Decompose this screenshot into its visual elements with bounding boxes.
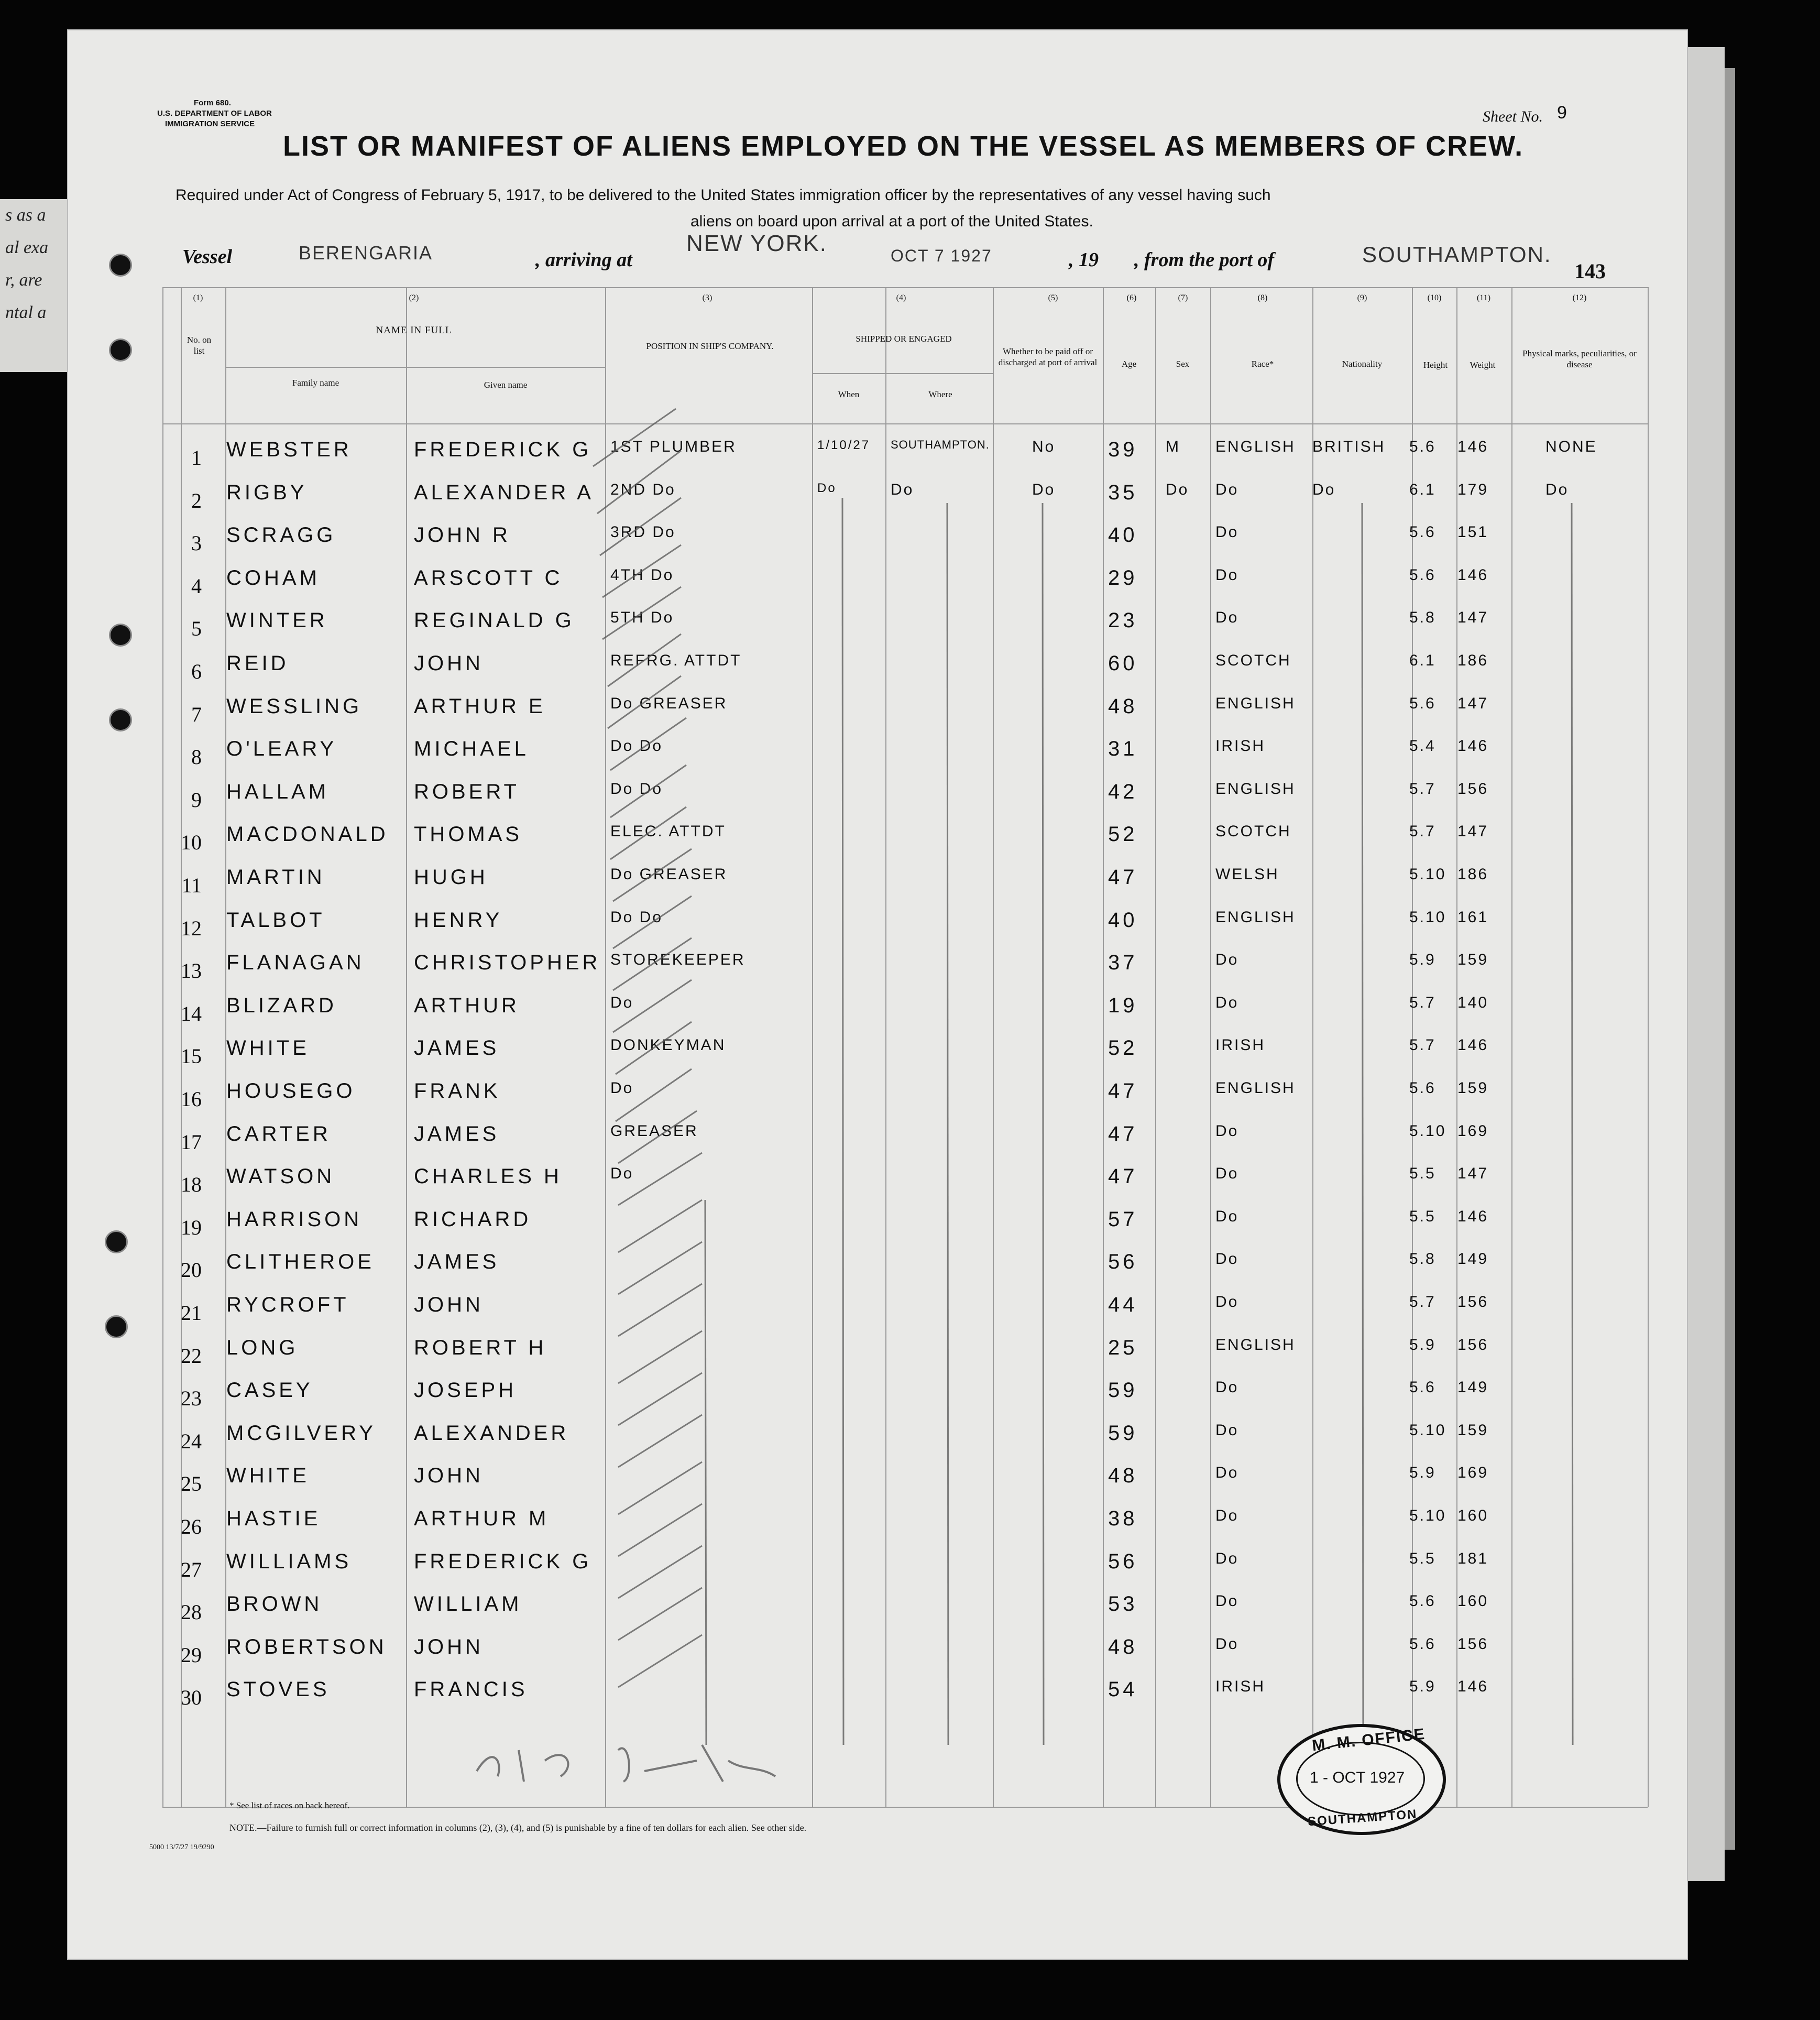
arriving-label: , arriving at — [535, 249, 632, 271]
race: Do — [1215, 1507, 1239, 1524]
age: 47 — [1108, 1122, 1138, 1145]
age: 29 — [1108, 566, 1138, 589]
row-number: 11 — [181, 873, 202, 897]
age: 56 — [1108, 1550, 1138, 1573]
race: Do — [1215, 1464, 1239, 1481]
family-name: TALBOT — [226, 909, 325, 932]
weight: 146 — [1457, 737, 1489, 755]
height: 5.8 — [1409, 609, 1436, 626]
row-number: 29 — [181, 1643, 202, 1667]
given-name: ROBERT — [414, 780, 520, 803]
age: 54 — [1108, 1678, 1138, 1701]
given-name: ARTHUR E — [414, 695, 546, 718]
family-name: BROWN — [226, 1592, 323, 1615]
paid-off: No — [1032, 438, 1056, 455]
height: 5.6 — [1409, 1079, 1436, 1097]
column-number: (8) — [1257, 293, 1268, 302]
given-name: JOHN — [414, 1293, 484, 1316]
row-number: 27 — [181, 1558, 202, 1581]
height: 5.6 — [1409, 566, 1436, 584]
position: REFRG. ATTDT — [610, 652, 742, 669]
given-name: ALEXANDER — [414, 1422, 569, 1445]
weight: 147 — [1457, 695, 1489, 712]
position: 1ST PLUMBER — [610, 438, 737, 455]
given-name: FREDERICK G — [414, 1550, 592, 1573]
header-name-in-full: NAME IN FULL — [376, 325, 452, 336]
age: 57 — [1108, 1208, 1138, 1231]
row-number: 8 — [191, 745, 202, 769]
position: GREASER — [610, 1122, 698, 1140]
weight: 156 — [1457, 1336, 1489, 1353]
header-physical-marks: Physical marks, peculiarities, or disease — [1522, 348, 1637, 369]
age: 47 — [1108, 1165, 1138, 1188]
row-number: 21 — [181, 1301, 202, 1325]
sheet-label: Sheet No. — [1483, 108, 1543, 125]
height: 5.6 — [1409, 1635, 1436, 1653]
row-number: 18 — [181, 1173, 202, 1196]
weight: 146 — [1457, 438, 1489, 455]
position: Do — [610, 1079, 634, 1097]
position: Do GREASER — [610, 695, 728, 712]
given-name: FRANCIS — [414, 1678, 528, 1701]
race: ENGLISH — [1215, 1079, 1296, 1097]
vessel-name: BERENGARIA — [299, 242, 433, 264]
given-name: JAMES — [414, 1250, 500, 1273]
row-number: 22 — [181, 1344, 202, 1368]
weight: 159 — [1457, 951, 1489, 968]
family-name: WATSON — [226, 1165, 335, 1188]
race: Do — [1215, 566, 1239, 584]
age: 47 — [1108, 866, 1138, 889]
header-age: Age — [1121, 359, 1137, 369]
race: Do — [1215, 1550, 1239, 1567]
age: 44 — [1108, 1293, 1138, 1316]
row-number: 24 — [181, 1429, 202, 1453]
age: 59 — [1108, 1379, 1138, 1402]
row-number: 25 — [181, 1472, 202, 1495]
nationality: BRITISH — [1312, 438, 1386, 455]
family-name: CASEY — [226, 1379, 313, 1402]
height: 5.6 — [1409, 523, 1436, 541]
page-title: LIST OR MANIFEST OF ALIENS EMPLOYED ON THE VESSEL AS MEMBERS OF CREW. — [283, 130, 1524, 162]
age: 39 — [1108, 438, 1138, 461]
header-given-name: Given name — [484, 380, 528, 390]
given-name: ARTHUR — [414, 994, 520, 1017]
age: 52 — [1108, 823, 1138, 846]
row-number: 1 — [191, 446, 202, 469]
race: Do — [1215, 523, 1239, 541]
row-number: 26 — [181, 1515, 202, 1538]
weight: 181 — [1457, 1550, 1489, 1567]
height: 5.10 — [1409, 866, 1446, 883]
weight: 146 — [1457, 1036, 1489, 1054]
races-footnote: * See list of races on back hereof. — [229, 1800, 350, 1810]
weight: 160 — [1457, 1507, 1489, 1524]
weight: 159 — [1457, 1079, 1489, 1097]
race: Do — [1215, 1122, 1239, 1140]
weight: 156 — [1457, 1293, 1489, 1311]
height: 5.7 — [1409, 1036, 1436, 1054]
race: Do — [1215, 951, 1239, 968]
stamp-top-text: M. M. OFFICE — [1311, 1725, 1427, 1755]
header-race: Race* — [1251, 359, 1274, 369]
race: Do — [1215, 1208, 1239, 1225]
age: 37 — [1108, 951, 1138, 974]
header-sex: Sex — [1176, 359, 1190, 369]
column-number: (6) — [1126, 293, 1137, 302]
department: U.S. DEPARTMENT OF LABOR — [157, 109, 272, 118]
race: Do — [1215, 1422, 1239, 1439]
age: 40 — [1108, 909, 1138, 932]
race: Do — [1215, 1293, 1239, 1311]
race: ENGLISH — [1215, 438, 1296, 455]
family-name: STOVES — [226, 1678, 330, 1701]
given-name: HENRY — [414, 909, 503, 932]
age: 52 — [1108, 1036, 1138, 1060]
age: 35 — [1108, 481, 1138, 504]
given-name: JOHN — [414, 1464, 484, 1487]
position: STOREKEEPER — [610, 951, 745, 968]
family-name: HALLAM — [226, 780, 330, 803]
position: Do Do — [610, 909, 663, 926]
height: 5.7 — [1409, 1293, 1436, 1311]
print-code: 5000 13/7/27 19/9290 — [149, 1843, 214, 1851]
family-name: COHAM — [226, 566, 320, 589]
column-number: (7) — [1178, 293, 1188, 302]
requirement-line-2: aliens on board upon arrival at a port of the United States. — [690, 213, 1093, 230]
age: 48 — [1108, 1464, 1138, 1487]
weight: 161 — [1457, 909, 1489, 926]
age: 42 — [1108, 780, 1138, 803]
header-shipped: SHIPPED OR ENGAGED — [856, 334, 952, 344]
height: 6.1 — [1409, 481, 1436, 498]
row-number: 3 — [191, 531, 202, 555]
row-number: 28 — [181, 1600, 202, 1624]
race: ENGLISH — [1215, 1336, 1296, 1353]
age: 19 — [1108, 994, 1138, 1017]
service: IMMIGRATION SERVICE — [165, 119, 255, 128]
row-number: 2 — [191, 489, 202, 512]
age: 25 — [1108, 1336, 1138, 1359]
given-name: REGINALD G — [414, 609, 575, 632]
family-name: MACDONALD — [226, 823, 389, 846]
weight: 146 — [1457, 566, 1489, 584]
race: Do — [1215, 1592, 1239, 1610]
family-name: WEBSTER — [226, 438, 352, 461]
height: 5.9 — [1409, 1678, 1436, 1695]
height: 5.9 — [1409, 951, 1436, 968]
race: IRISH — [1215, 1036, 1266, 1054]
position: 4TH Do — [610, 566, 674, 584]
height: 5.5 — [1409, 1550, 1436, 1567]
age: 59 — [1108, 1422, 1138, 1445]
age: 31 — [1108, 737, 1138, 760]
given-name: JOHN — [414, 652, 484, 675]
row-number: 17 — [181, 1130, 202, 1154]
family-name: WESSLING — [226, 695, 363, 718]
weight: 151 — [1457, 523, 1489, 541]
given-name: CHRISTOPHER — [414, 951, 601, 974]
header-when: When — [838, 389, 860, 399]
position: 5TH Do — [610, 609, 674, 626]
weight: 179 — [1457, 481, 1489, 498]
family-name: WINTER — [226, 609, 328, 632]
race: ENGLISH — [1215, 909, 1296, 926]
given-name: RICHARD — [414, 1208, 532, 1231]
given-name: JAMES — [414, 1036, 500, 1060]
age: 53 — [1108, 1592, 1138, 1615]
column-number: (1) — [193, 293, 203, 302]
height: 5.10 — [1409, 909, 1446, 926]
sheet-number: 9 — [1557, 103, 1570, 123]
scrap-line: ntal a — [5, 303, 47, 322]
age: 48 — [1108, 695, 1138, 718]
given-name: JOSEPH — [414, 1379, 517, 1402]
family-name: HARRISON — [226, 1208, 363, 1231]
office-stamp — [1277, 1724, 1446, 1835]
weight: 140 — [1457, 994, 1489, 1011]
weight: 146 — [1457, 1208, 1489, 1225]
family-name: O'LEARY — [226, 737, 337, 760]
height: 5.9 — [1409, 1336, 1436, 1353]
column-number: (10) — [1427, 293, 1442, 302]
position: 3RD Do — [610, 523, 676, 541]
scrap-line: r, are — [5, 270, 42, 290]
age: 56 — [1108, 1250, 1138, 1273]
family-name: FLANAGAN — [226, 951, 365, 974]
given-name: CHARLES H — [414, 1165, 562, 1188]
page-mark: 143 — [1574, 259, 1606, 283]
age: 60 — [1108, 652, 1138, 675]
family-name: MARTIN — [226, 866, 325, 889]
family-name: WHITE — [226, 1036, 310, 1060]
sex: Do — [1166, 481, 1189, 498]
given-name: ROBERT H — [414, 1336, 547, 1359]
column-number: (4) — [896, 293, 906, 302]
header-where: Where — [928, 389, 952, 399]
shipped-when: 1/10/27 — [817, 438, 871, 452]
position: ELEC. ATTDT — [610, 823, 726, 840]
position: Do Do — [610, 737, 663, 755]
header-height: Height — [1423, 360, 1448, 370]
family-name: LONG — [226, 1336, 299, 1359]
weight: 160 — [1457, 1592, 1489, 1610]
row-number: 20 — [181, 1258, 202, 1282]
given-name: ARTHUR M — [414, 1507, 550, 1530]
physical-marks: NONE — [1545, 438, 1597, 455]
arrival-date-stamp: OCT 7 1927 — [891, 246, 992, 265]
given-name: MICHAEL — [414, 737, 529, 760]
scrap-line: s as a — [5, 205, 46, 225]
family-name: MCGILVERY — [226, 1422, 376, 1445]
height: 5.5 — [1409, 1208, 1436, 1225]
weight: 149 — [1457, 1379, 1489, 1396]
family-name: SCRAGG — [226, 523, 336, 547]
from-port: SOUTHAMPTON. — [1362, 242, 1552, 267]
header-no-on-list: No. on list — [187, 335, 212, 356]
race: IRISH — [1215, 737, 1266, 755]
race: Do — [1215, 1250, 1239, 1268]
position: Do — [610, 994, 634, 1011]
race: Do — [1215, 1379, 1239, 1396]
header-weight: Weight — [1470, 360, 1496, 370]
column-number: (3) — [702, 293, 712, 302]
height: 5.5 — [1409, 1165, 1436, 1182]
weight: 169 — [1457, 1464, 1489, 1481]
family-name: WILLIAMS — [226, 1550, 352, 1573]
requirement-line-1: Required under Act of Congress of February 5, 1917, to be delivered to the United States immigration officer by the representatives of any vessel having such — [176, 187, 1271, 204]
arriving-port: NEW YORK. — [686, 231, 828, 256]
age: 48 — [1108, 1635, 1138, 1658]
position: Do Do — [610, 780, 663, 798]
header-nationality: Nationality — [1342, 359, 1383, 369]
family-name: HOUSEGO — [226, 1079, 356, 1102]
column-number: (12) — [1572, 293, 1587, 302]
given-name: ARSCOTT C — [414, 566, 563, 589]
weight: 147 — [1457, 823, 1489, 840]
family-name: WHITE — [226, 1464, 310, 1487]
nationality: Do — [1312, 481, 1336, 498]
race: Do — [1215, 1165, 1239, 1182]
given-name: JOHN R — [414, 523, 511, 547]
position: DONKEYMAN — [610, 1036, 726, 1054]
scrap-line: al exa — [5, 238, 49, 257]
footer-note: NOTE.—Failure to furnish full or correct information in columns (2), (3), (4), and (5) is punishable by a fine of ten dollars for each alien. See other side. — [229, 1822, 807, 1833]
height: 5.9 — [1409, 1464, 1436, 1481]
race: SCOTCH — [1215, 652, 1291, 669]
given-name: HUGH — [414, 866, 488, 889]
race: Do — [1215, 1635, 1239, 1653]
age: 38 — [1108, 1507, 1138, 1530]
row-number: 19 — [181, 1216, 202, 1239]
from-label: , from the port of — [1134, 249, 1275, 271]
age: 40 — [1108, 523, 1138, 547]
height: 5.7 — [1409, 823, 1436, 840]
row-number: 30 — [181, 1686, 202, 1709]
form-number: Form 680. — [194, 99, 231, 107]
height: 5.6 — [1409, 1592, 1436, 1610]
position: Do GREASER — [610, 866, 728, 883]
race: ENGLISH — [1215, 780, 1296, 798]
given-name: JOHN — [414, 1635, 484, 1658]
shipped-when: Do — [817, 481, 837, 495]
paid-off: Do — [1032, 481, 1056, 498]
sex: M — [1166, 438, 1180, 455]
row-number: 13 — [181, 959, 202, 982]
race: Do — [1215, 481, 1239, 498]
height: 5.10 — [1409, 1422, 1446, 1439]
given-name: FREDERICK G — [414, 438, 592, 461]
race: Do — [1215, 609, 1239, 626]
row-number: 12 — [181, 916, 202, 940]
given-name: FRANK — [414, 1079, 501, 1102]
family-name: CARTER — [226, 1122, 331, 1145]
shipped-where: Do — [891, 481, 914, 498]
header-paid-off: Whether to be paid off or discharged at port of arrival — [998, 346, 1098, 367]
row-number: 16 — [181, 1087, 202, 1111]
family-name: BLIZARD — [226, 994, 337, 1017]
height: 5.6 — [1409, 695, 1436, 712]
weight: 156 — [1457, 780, 1489, 798]
column-number: (5) — [1048, 293, 1058, 302]
height: 5.4 — [1409, 737, 1436, 755]
age: 47 — [1108, 1079, 1138, 1102]
height: 5.10 — [1409, 1507, 1446, 1524]
row-number: 23 — [181, 1386, 202, 1410]
row-number: 15 — [181, 1044, 202, 1068]
column-number: (9) — [1357, 293, 1367, 302]
position: 2ND Do — [610, 481, 676, 498]
weight: 149 — [1457, 1250, 1489, 1268]
family-name: HASTIE — [226, 1507, 321, 1530]
weight: 146 — [1457, 1678, 1489, 1695]
race: IRISH — [1215, 1678, 1266, 1695]
given-name: ALEXANDER A — [414, 481, 594, 504]
year-label: , 19 — [1069, 249, 1099, 271]
given-name: THOMAS — [414, 823, 523, 846]
position: Do — [610, 1165, 634, 1182]
given-name: WILLIAM — [414, 1592, 522, 1615]
header-position: POSITION IN SHIP'S COMPANY. — [646, 341, 774, 351]
family-name: ROBERTSON — [226, 1635, 387, 1658]
family-name: REID — [226, 652, 289, 675]
stamp-date: 1 - OCT 1927 — [1310, 1769, 1405, 1786]
column-number: (2) — [409, 293, 419, 302]
weight: 156 — [1457, 1635, 1489, 1653]
height: 5.6 — [1409, 438, 1436, 455]
row-number: 4 — [191, 574, 202, 598]
stamp-bottom-text: SOUTHAMPTON — [1307, 1807, 1418, 1829]
height: 5.8 — [1409, 1250, 1436, 1268]
physical-marks: Do — [1545, 481, 1569, 498]
vessel-label: Vessel — [182, 246, 232, 268]
weight: 186 — [1457, 652, 1489, 669]
race: WELSH — [1215, 866, 1279, 883]
shipped-where: SOUTHAMPTON. — [891, 438, 990, 451]
race: SCOTCH — [1215, 823, 1291, 840]
race: ENGLISH — [1215, 695, 1296, 712]
weight: 186 — [1457, 866, 1489, 883]
height: 5.7 — [1409, 780, 1436, 798]
row-number: 5 — [191, 617, 202, 640]
race: Do — [1215, 994, 1239, 1011]
row-number: 6 — [191, 660, 202, 683]
age: 23 — [1108, 609, 1138, 632]
given-name: JAMES — [414, 1122, 500, 1145]
weight: 169 — [1457, 1122, 1489, 1140]
height: 6.1 — [1409, 652, 1436, 669]
family-name: RIGBY — [226, 481, 308, 504]
height: 5.7 — [1409, 994, 1436, 1011]
height: 5.10 — [1409, 1122, 1446, 1140]
row-number: 14 — [181, 1002, 202, 1025]
weight: 147 — [1457, 609, 1489, 626]
officer-signature — [477, 1745, 775, 1782]
column-number: (11) — [1476, 293, 1491, 302]
height: 5.6 — [1409, 1379, 1436, 1396]
header-family-name: Family name — [292, 378, 339, 388]
weight: 159 — [1457, 1422, 1489, 1439]
weight: 147 — [1457, 1165, 1489, 1182]
family-name: CLITHEROE — [226, 1250, 375, 1273]
family-name: RYCROFT — [226, 1293, 349, 1316]
row-number: 9 — [191, 788, 202, 812]
row-number: 7 — [191, 703, 202, 726]
row-number: 10 — [181, 831, 202, 854]
